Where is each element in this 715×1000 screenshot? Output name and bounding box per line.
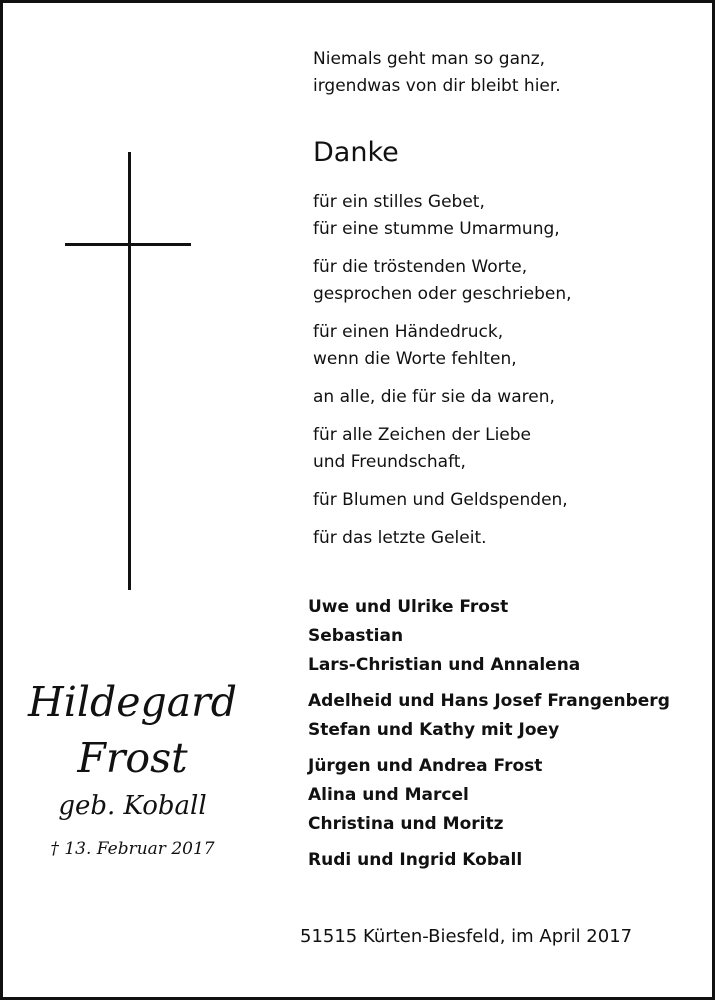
- family-line: Lars-Christian und Annalena: [308, 655, 581, 675]
- deceased-death-date: † 13. Februar 2017: [50, 839, 215, 859]
- motto-line: irgendwas von dir bleibt hier.: [313, 76, 561, 96]
- cross-icon-bar: [65, 243, 191, 246]
- deceased-first-name: Hildegard: [27, 678, 238, 726]
- motto-line: Niemals geht man so ganz,: [313, 49, 546, 69]
- thanks-line: für eine stumme Umarmung,: [313, 219, 560, 239]
- thanks-line: für die tröstenden Worte,: [313, 257, 528, 277]
- family-list: [308, 593, 670, 875]
- thanks-line: für alle Zeichen der Liebe: [313, 425, 532, 445]
- family-line: Christina und Moritz: [308, 814, 504, 834]
- thanks-line: und Freundschaft,: [313, 452, 466, 472]
- thanks-line: an alle, die für sie da waren,: [313, 387, 555, 407]
- family-line: Stefan und Kathy mit Joey: [308, 720, 560, 740]
- motto: [313, 46, 561, 100]
- family-line: Adelheid und Hans Josef Frangenberg: [308, 691, 670, 711]
- danke-heading: Danke: [313, 137, 399, 168]
- family-line: Jürgen und Andrea Frost: [308, 756, 543, 776]
- family-line: Sebastian: [308, 626, 404, 646]
- thanks-line: für einen Händedruck,: [313, 322, 504, 342]
- thanks-line: für das letzte Geleit.: [313, 528, 487, 548]
- deceased-block: [15, 676, 250, 862]
- family-line: Rudi und Ingrid Koball: [308, 850, 523, 870]
- cross-icon: [128, 152, 131, 590]
- place-and-date: 51515 Kürten-Biesfeld, im April 2017: [300, 926, 633, 947]
- thanks-line: wenn die Worte fehlten,: [313, 349, 517, 369]
- thanks-line: für ein stilles Gebet,: [313, 192, 485, 212]
- deceased-last-name: Frost: [77, 734, 188, 782]
- deceased-maiden-name: geb. Koball: [58, 791, 207, 821]
- thanks-line: für Blumen und Geldspenden,: [313, 490, 568, 510]
- family-line: Alina und Marcel: [308, 785, 469, 805]
- thanks-list: [313, 189, 572, 552]
- thanks-line: gesprochen oder geschrieben,: [313, 284, 572, 304]
- family-line: Uwe und Ulrike Frost: [308, 597, 509, 617]
